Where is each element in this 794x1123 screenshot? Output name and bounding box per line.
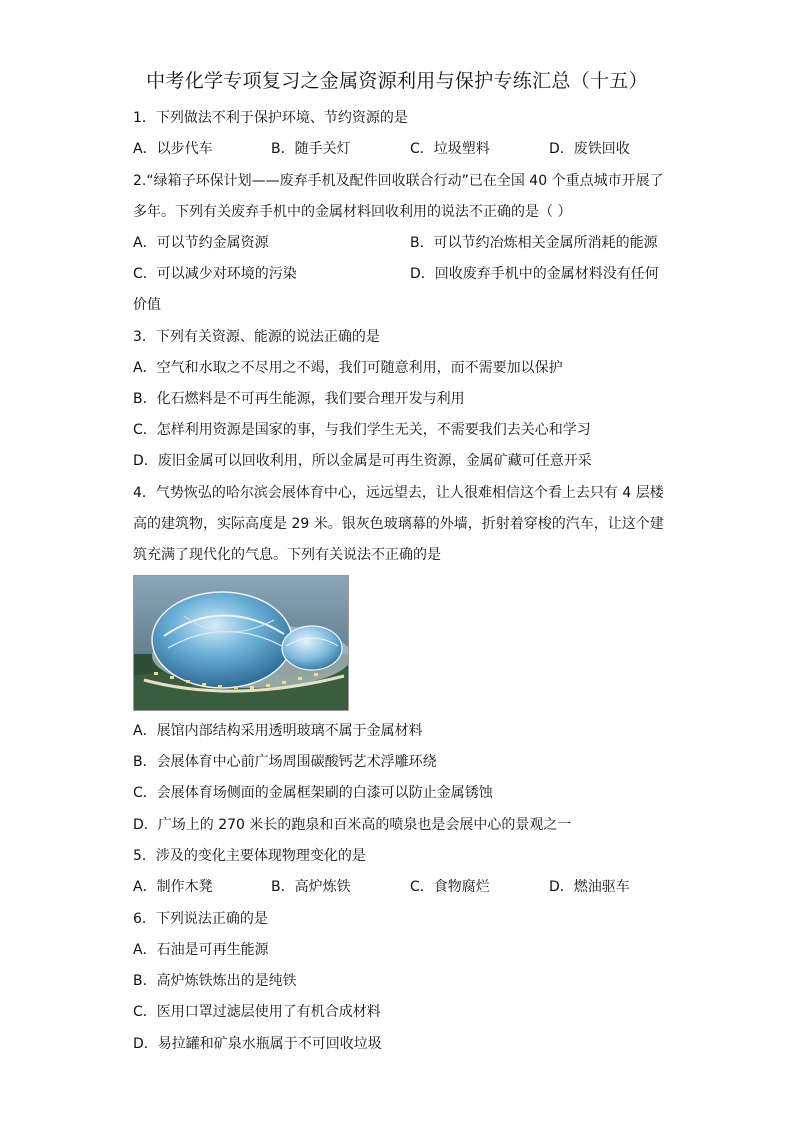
q6-option-a: A．石油是可再生能源	[133, 942, 269, 958]
q5-option-a: A．制作木凳	[133, 879, 213, 895]
q1-option-a: A．以步代车	[133, 141, 213, 157]
q3-option-b: B．化石燃料是不可再生能源，我们要合理开发与利用	[133, 391, 465, 407]
q6-stem: 6．下列说法正确的是	[133, 911, 268, 927]
q4-option-a: A．展馆内部结构采用透明玻璃不属于金属材料	[133, 723, 423, 739]
q2-option-d-continued: 价值	[133, 297, 161, 313]
q2-stem-line2: 多年。下列有关废弃手机中的金属材料回收利用的说法不正确的是（ ）	[133, 204, 572, 220]
q4-option-b: B．会展体育中心前广场周围碳酸钙艺术浮雕环绕	[133, 754, 437, 770]
q6-option-b: B．高炉炼铁炼出的是纯铁	[133, 973, 297, 989]
q4-stem-line1: 4．气势恢弘的哈尔滨会展体育中心，远远望去，让人很难相信这个看上去只有 4 层楼	[133, 485, 664, 501]
q4-stem-line2: 高的建筑物，实际高度是 29 米。银灰色玻璃幕的外墙，折射着穿梭的汽车，让这个建	[133, 516, 664, 532]
q4-option-d: D．广场上的 270 米长的跑泉和百米高的喷泉也是会展中心的景观之一	[133, 817, 572, 833]
q4-stem-line3: 筑充满了现代化的气息。下列有关说法不正确的是	[133, 547, 441, 563]
q6-option-d: D．易拉罐和矿泉水瓶属于不可回收垃圾	[133, 1036, 382, 1052]
stadium-illustration	[134, 576, 348, 710]
q2-option-c: C．可以减少对环境的污染	[133, 266, 297, 282]
q1-stem: 1．下列做法不利于保护环境、节约资源的是	[133, 110, 408, 126]
q3-option-c: C．怎样利用资源是国家的事，与我们学生无关，不需要我们去关心和学习	[133, 422, 591, 438]
q5-option-c: C．食物腐烂	[410, 879, 490, 895]
q2-option-d: D．回收废弃手机中的金属材料没有任何	[410, 266, 659, 282]
q1-option-b: B．随手关灯	[271, 141, 351, 157]
q3-stem: 3．下列有关资源、能源的说法正确的是	[133, 329, 380, 345]
stadium-photo	[133, 575, 349, 711]
q2-option-a: A．可以节约金属资源	[133, 235, 269, 251]
page-title: 中考化学专项复习之金属资源利用与保护专练汇总（十五）	[146, 70, 648, 92]
q2-option-b: B．可以节约冶炼相关金属所消耗的能源	[410, 235, 658, 251]
q3-option-d: D．废旧金属可以回收利用，所以金属是可再生资源，金属矿藏可任意开采	[133, 453, 592, 469]
q1-option-c: C．垃圾塑料	[410, 141, 490, 157]
q1-option-d: D．废铁回收	[549, 141, 630, 157]
q3-option-a: A．空气和水取之不尽用之不竭，我们可随意利用，而不需要加以保护	[133, 360, 563, 376]
q5-option-b: B．高炉炼铁	[271, 879, 351, 895]
q4-option-c: C．会展体育场侧面的金属框架刷的白漆可以防止金属锈蚀	[133, 785, 493, 801]
q5-option-d: D．燃油驱车	[549, 879, 630, 895]
q5-stem: 5．涉及的变化主要体现物理变化的是	[133, 848, 366, 864]
q6-option-c: C．医用口罩过滤层使用了有机合成材料	[133, 1004, 381, 1020]
q2-stem-line1: 2.“绿箱子环保计划——废弃手机及配件回收联合行动”已在全国 40 个重点城市开展了	[133, 173, 664, 189]
